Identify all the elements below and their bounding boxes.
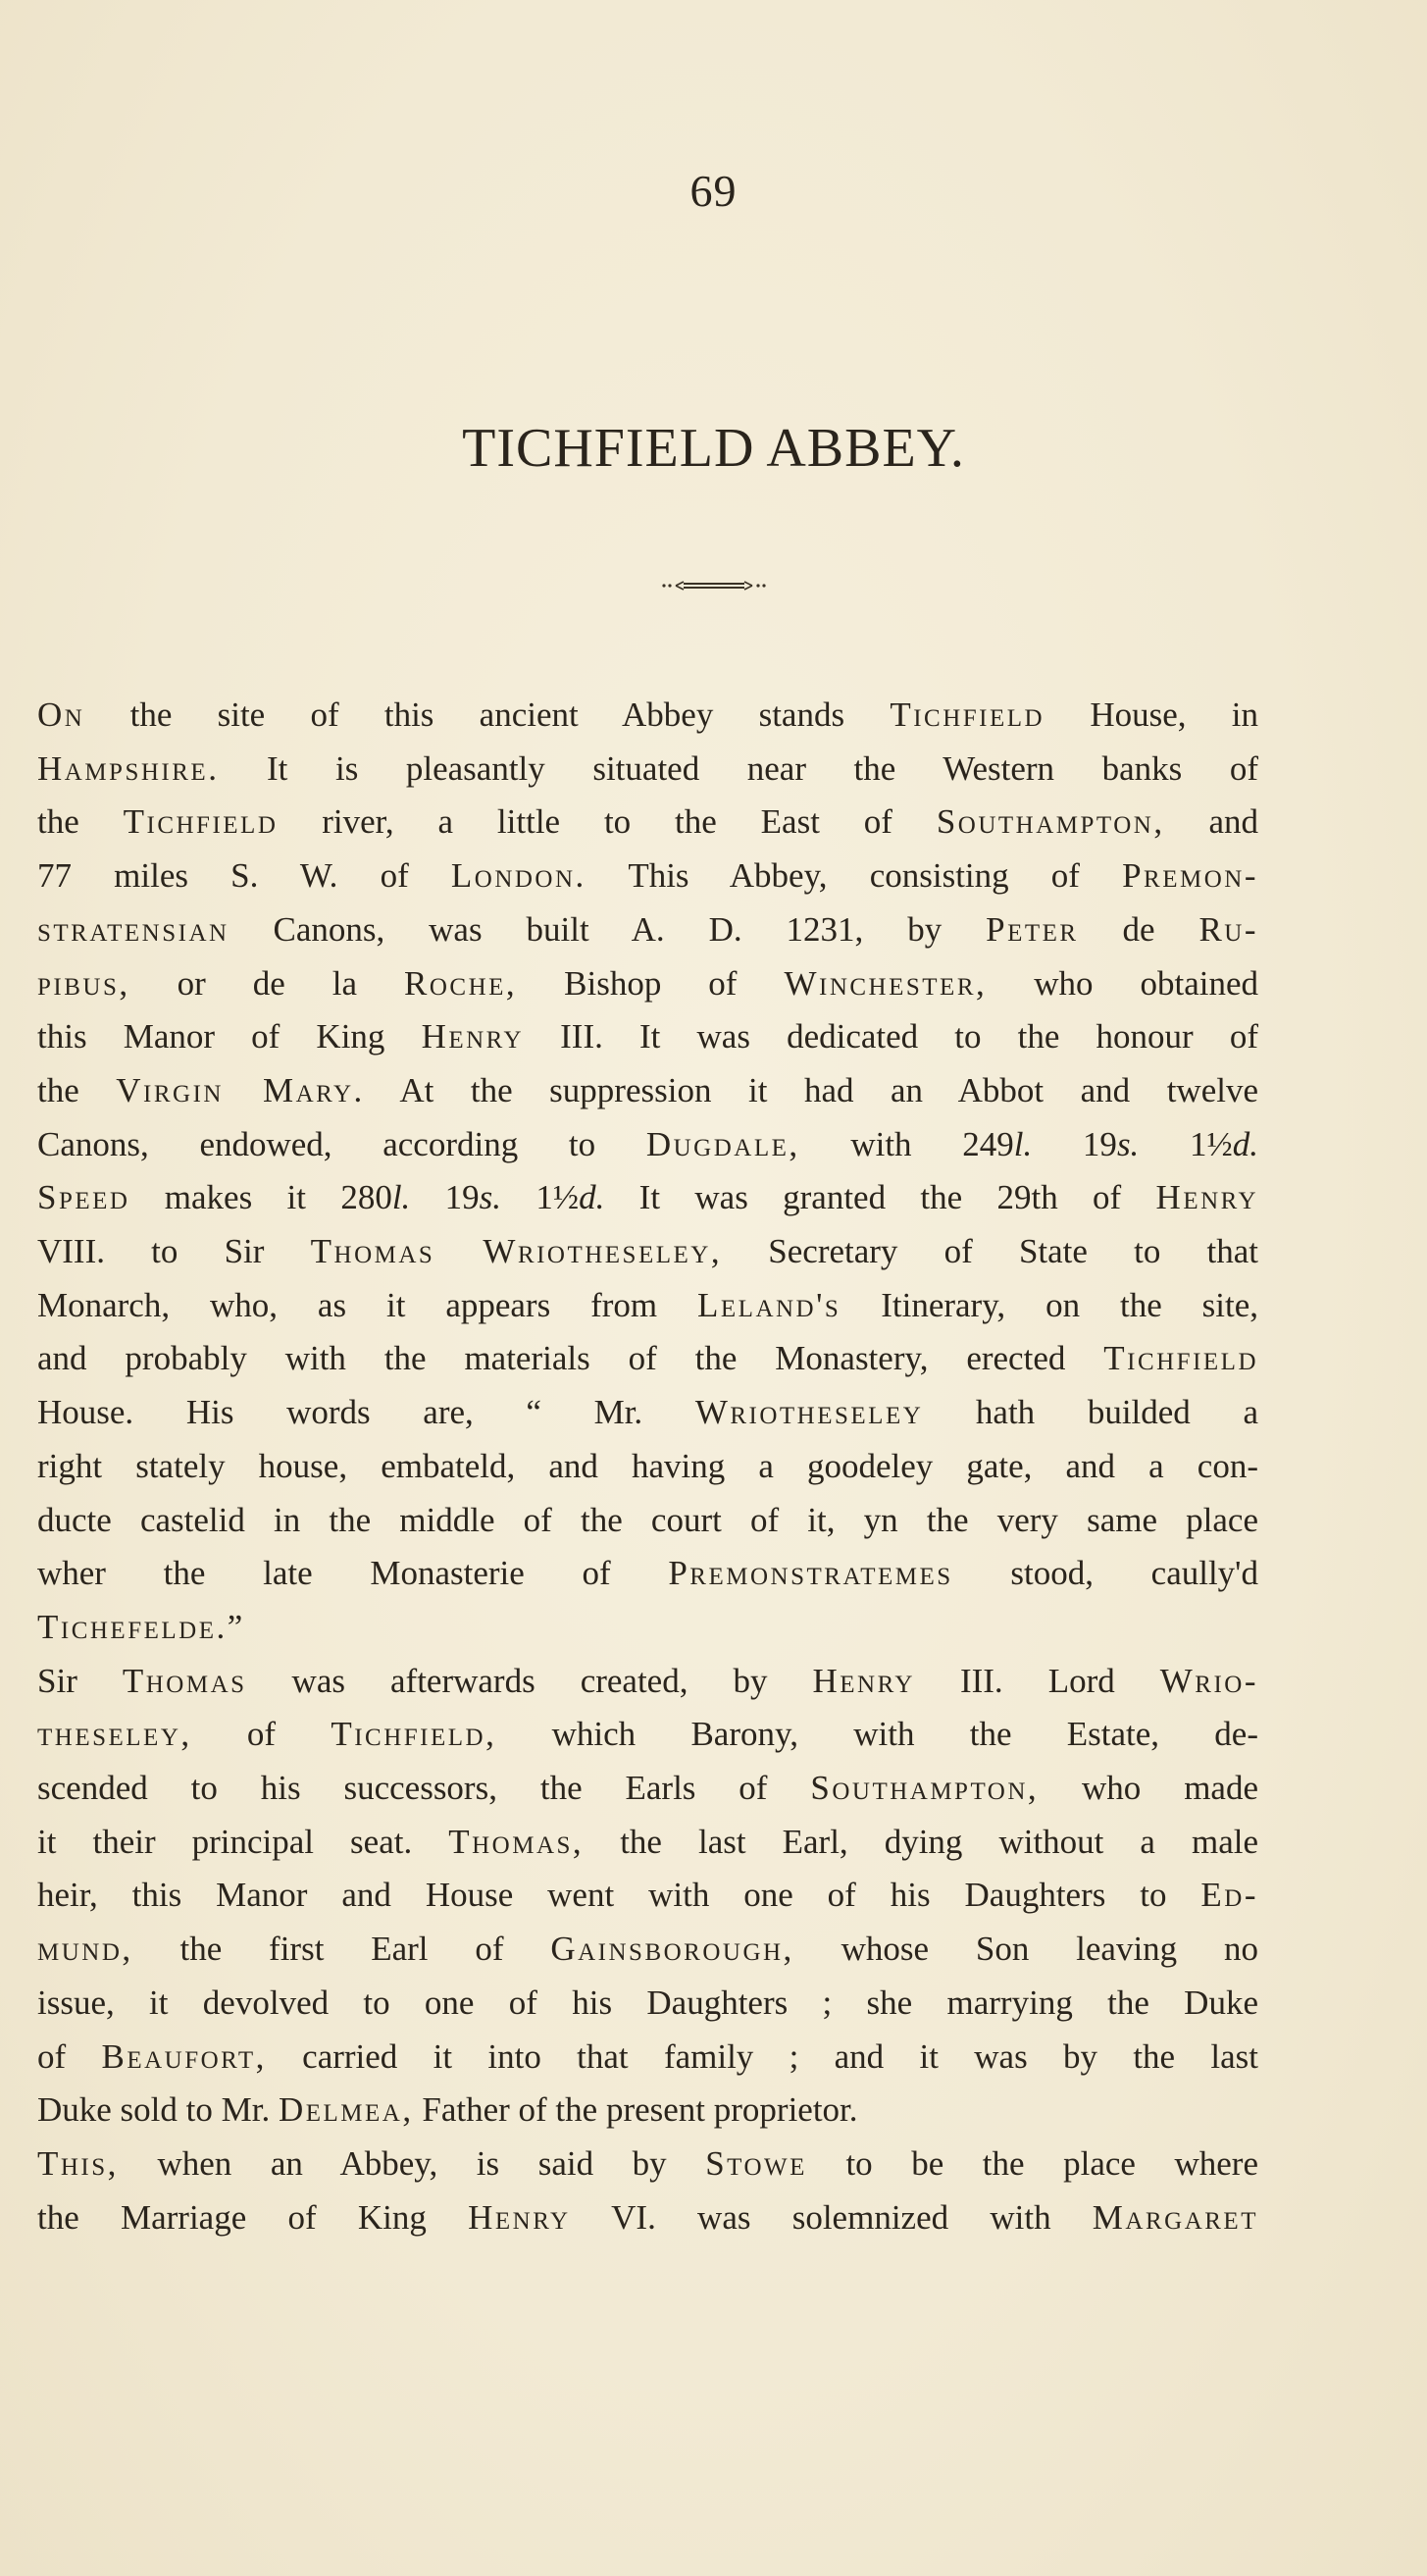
text-run: the Marriage of King (37, 2197, 469, 2237)
text-line (37, 1118, 1258, 1172)
text-run: the (37, 1070, 117, 1109)
text-run: with 249 (799, 1124, 1014, 1163)
small-caps-text: On (37, 696, 85, 734)
text-run: Itinerary, on the site, (841, 1285, 1258, 1324)
text-run: Bishop of (517, 963, 785, 1003)
text-run: Duke sold to Mr. (37, 2090, 279, 2130)
text-run: III. Lord (914, 1661, 1160, 1700)
text-run: Canons, endowed, according to (37, 1124, 646, 1163)
text-run: this Manor of King (37, 1017, 422, 1056)
small-caps-text: Henry (1155, 1178, 1258, 1217)
small-caps-text: Peter (986, 909, 1079, 949)
text-line (37, 1171, 1258, 1225)
text-line (37, 1655, 1258, 1709)
text-line (37, 2138, 1258, 2191)
small-caps-text: Tichfield (1103, 1339, 1258, 1378)
small-caps-text: Tichfield (123, 802, 279, 842)
text-run: 19 (1032, 1124, 1117, 1163)
text-run: Sir (37, 1661, 123, 1700)
small-caps-text: Virgin Mary. (116, 1070, 365, 1109)
text-run: was afterwards created, by (246, 1661, 813, 1700)
small-caps-text: Dugdale, (645, 1124, 800, 1163)
text-run: the first Earl of (132, 1930, 551, 1969)
text-run: or de la (129, 963, 404, 1003)
text-run: the last Earl, dying without a male (584, 1822, 1258, 1861)
small-caps-text: Tichfield, (331, 1715, 497, 1754)
small-caps-text: Premon- (1122, 856, 1258, 896)
text-run: scended to his successors, the Earls of (37, 1769, 811, 1808)
text-line (37, 1762, 1258, 1816)
text-run: 1½ (1139, 1124, 1233, 1163)
text-line (37, 1869, 1258, 1923)
text-line (37, 743, 1258, 797)
text-run: carried it into that family ; and it was by the last (266, 2036, 1258, 2076)
text-run: it their principal seat. (37, 1822, 449, 1861)
small-caps-text: Wrio- (1159, 1661, 1258, 1700)
small-caps-text: Hampshire. (37, 748, 220, 788)
italic-text: d. (1232, 1124, 1259, 1163)
page-title: TICHFIELD ABBEY. (462, 418, 965, 479)
text-run: Monarch, who, as it appears from (37, 1285, 698, 1324)
text-run: makes it 280 (129, 1178, 392, 1217)
text-run: the site of this ancient Abbey stands (84, 696, 891, 734)
text-run: of (37, 2036, 102, 2076)
text-line (37, 1279, 1258, 1333)
text-line (37, 2084, 1258, 2138)
small-caps-text: Thomas, (448, 1822, 585, 1861)
text-line (37, 1440, 1258, 1494)
text-run: heir, this Manor and House went with one of his Daughters to (37, 1876, 1201, 1915)
small-caps-text: Beaufort, (101, 2036, 267, 2076)
text-run: ducte castelid in the middle of the court of it, yn the very same place (37, 1500, 1258, 1539)
small-caps-text: Delmea, (278, 2090, 414, 2130)
small-caps-text: Gainsborough, (550, 1930, 794, 1969)
small-caps-text: Tichfield (890, 696, 1045, 734)
italic-text: l. (1013, 1124, 1033, 1163)
text-run: It is pleasantly situated near the Western banks of (219, 748, 1258, 788)
text-line (37, 1386, 1258, 1440)
text-line (37, 1494, 1258, 1548)
text-line (37, 1332, 1258, 1386)
text-run: the (37, 802, 124, 842)
text-run: Father of the present proprietor. (413, 2090, 858, 2130)
text-run: and (1164, 802, 1258, 842)
italic-text: s. (479, 1178, 502, 1217)
text-run: House, in (1045, 696, 1258, 734)
text-run: VI. was solemnized with (570, 2197, 1093, 2237)
ornamental-rule (0, 579, 1427, 592)
text-line (37, 796, 1258, 850)
text-run: At the suppression it had an Abbot and twelve (364, 1070, 1258, 1109)
text-run: 77 miles S. W. of (37, 856, 451, 896)
text-run: This Abbey, consisting of (586, 856, 1123, 896)
text-run: right stately house, embateld, and having a goodeley gate, and a con- (37, 1446, 1258, 1485)
text-run: and probably with the materials of the Monastery, erected (37, 1339, 1104, 1378)
text-run: whose Son leaving no (793, 1930, 1258, 1969)
text-line (37, 1064, 1258, 1118)
small-caps-text: This, (37, 2143, 119, 2183)
text-line (37, 957, 1258, 1011)
text-line (37, 1708, 1258, 1762)
text-run: 19 (410, 1178, 480, 1217)
small-caps-text: mund, (37, 1930, 133, 1969)
text-run: stood, caully'd (952, 1554, 1258, 1593)
text-line (37, 1977, 1258, 2031)
small-caps-text: Wriotheseley (694, 1393, 924, 1432)
text-run: hath builded a (923, 1393, 1258, 1432)
small-caps-text: Roche, (404, 963, 518, 1003)
text-line (37, 2191, 1258, 2245)
text-line (37, 850, 1258, 903)
text-run: to be the place where (806, 2143, 1258, 2183)
small-caps-text: stratensian (37, 909, 229, 949)
small-caps-text: Thomas Wriotheseley, (310, 1232, 723, 1271)
small-caps-text: Winchester, (784, 963, 988, 1003)
text-run: Secretary of State to that (722, 1232, 1259, 1271)
text-line (37, 689, 1258, 743)
text-line (37, 2031, 1258, 2085)
small-caps-text: Ed- (1200, 1876, 1258, 1915)
text-run: when an Abbey, is said by (118, 2143, 706, 2183)
text-line (37, 1547, 1258, 1601)
page-number: 69 (689, 166, 738, 216)
small-caps-text: Henry (812, 1661, 915, 1700)
text-line (37, 1816, 1258, 1870)
text-run: who made (1039, 1769, 1258, 1808)
text-run: who obtained (987, 963, 1259, 1003)
text-line (37, 903, 1258, 957)
text-run: of (191, 1715, 331, 1754)
small-caps-text: Thomas (122, 1661, 247, 1700)
text-run: de (1078, 909, 1199, 949)
text-line (37, 1923, 1258, 1977)
text-run: III. It was dedicated to the honour of (524, 1017, 1258, 1056)
small-caps-text: Tichefelde.” (37, 1607, 245, 1646)
text-run: Canons, was built A. D. 1231, by (229, 909, 987, 949)
small-caps-text: London. (450, 856, 586, 896)
text-run: issue, it devolved to one of his Daughters ; she marrying the Duke (37, 1983, 1258, 2022)
small-caps-text: pibus, (37, 963, 130, 1003)
small-caps-text: Premonstratemes (668, 1554, 953, 1593)
body-text (37, 689, 1258, 2244)
text-run: 1½ (501, 1178, 580, 1217)
text-run: river, a little to the East of (278, 802, 937, 842)
text-run: which Barony, with the Estate, de- (496, 1715, 1258, 1754)
small-caps-text: Henry (421, 1017, 525, 1056)
text-run: It was granted the 29th of (604, 1178, 1156, 1217)
small-caps-text: Ru- (1198, 909, 1258, 949)
italic-text: d. (579, 1178, 605, 1217)
text-run: House. His words are, “ Mr. (37, 1393, 695, 1432)
text-run: VIII. to Sir (37, 1232, 311, 1271)
text-line (37, 1010, 1258, 1064)
italic-text: s. (1116, 1124, 1140, 1163)
small-caps-text: Southampton, (936, 802, 1165, 842)
ornament-icon (660, 579, 768, 592)
small-caps-text: Henry (468, 2197, 571, 2237)
small-caps-text: Leland's (697, 1285, 841, 1324)
small-caps-text: Stowe (705, 2143, 807, 2183)
small-caps-text: theseley, (37, 1715, 192, 1754)
italic-text: l. (391, 1178, 411, 1217)
small-caps-text: Southampton, (810, 1769, 1040, 1808)
text-run: wher the late Monasterie of (37, 1554, 669, 1593)
text-line (37, 1601, 1258, 1655)
small-caps-text: Speed (37, 1178, 130, 1217)
small-caps-text: Margaret (1092, 2197, 1258, 2237)
text-line (37, 1225, 1258, 1279)
